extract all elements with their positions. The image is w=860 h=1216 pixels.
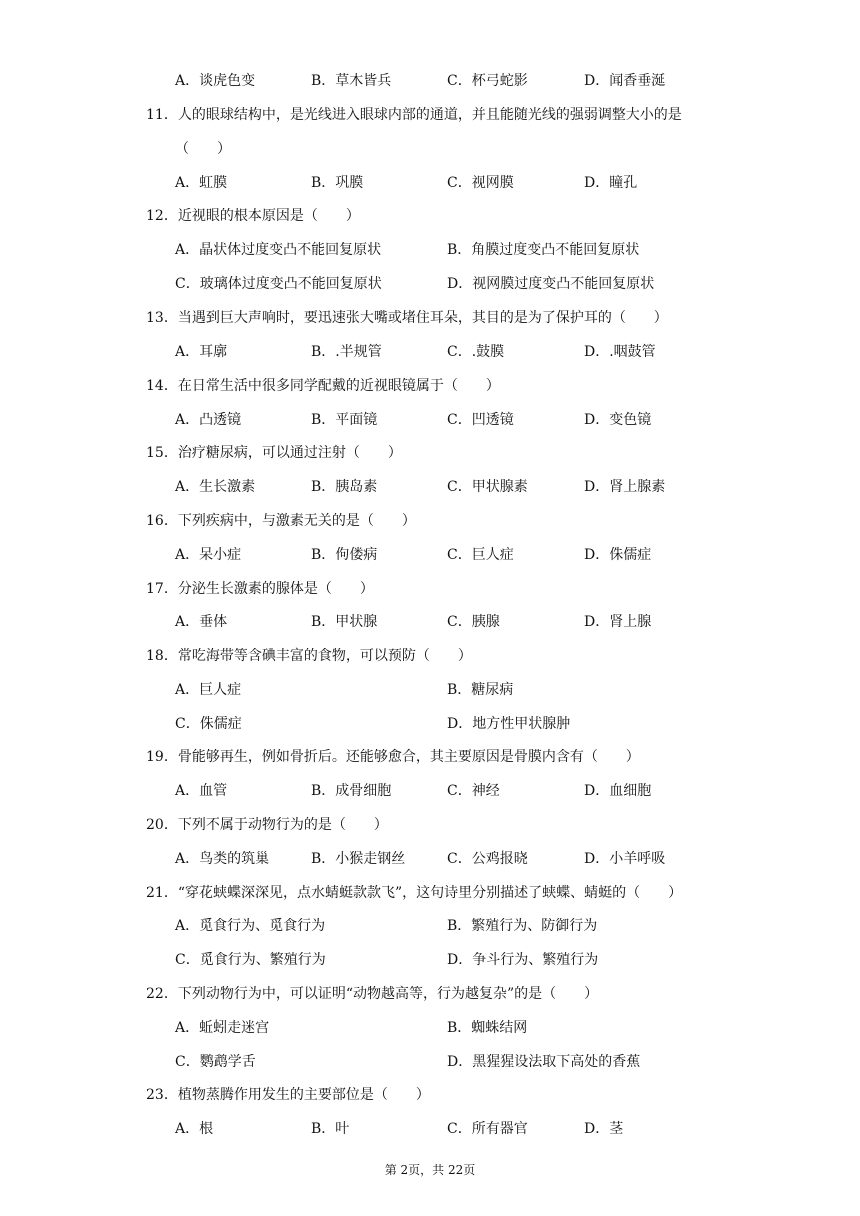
q15-option-d[interactable]: D．肾上腺素 xyxy=(584,479,666,495)
q17-stem: 17．分泌生长激素的腺体是（ ） xyxy=(146,581,374,597)
q11-option-a[interactable]: A．虹膜 xyxy=(175,175,228,191)
q18-option-b[interactable]: B．糖尿病 xyxy=(447,682,514,698)
q13-stem: 13．当遇到巨大声响时，要迅速张大嘴或堵住耳朵，其目的是为了保护耳的（ ） xyxy=(146,310,668,326)
q20-option-a[interactable]: A．鸟类的筑巢 xyxy=(175,851,270,867)
q14-option-a[interactable]: A．凸透镜 xyxy=(175,412,242,428)
q21-option-c[interactable]: C．觅食行为、繁殖行为 xyxy=(175,952,326,968)
q12-option-d[interactable]: D．视网膜过度变凸不能回复原状 xyxy=(447,276,655,292)
q18-option-d[interactable]: D．地方性甲状腺肿 xyxy=(447,716,571,732)
q23-option-b[interactable]: B．叶 xyxy=(311,1121,350,1137)
q16-option-d[interactable]: D．侏儒症 xyxy=(584,547,652,563)
q20-option-d[interactable]: D．小羊呼吸 xyxy=(584,851,666,867)
q19-option-a[interactable]: A．血管 xyxy=(175,783,228,799)
q16-option-a[interactable]: A．呆小症 xyxy=(175,547,242,563)
q11-stem-cont: （ ） xyxy=(175,141,231,157)
q19-option-c[interactable]: C．神经 xyxy=(447,783,500,799)
q22-option-d[interactable]: D．黑猩猩设法取下高处的香蕉 xyxy=(447,1054,641,1070)
q19-stem: 19．骨能够再生，例如骨折后。还能够愈合，其主要原因是骨膜内含有（ ） xyxy=(146,749,640,765)
q23-option-d[interactable]: D．茎 xyxy=(584,1121,624,1137)
q21-option-b[interactable]: B．繁殖行为、防御行为 xyxy=(447,918,598,934)
q22-option-a[interactable]: A．蚯蚓走迷宫 xyxy=(175,1020,270,1036)
q11-option-b[interactable]: B．巩膜 xyxy=(311,175,364,191)
q16-option-b[interactable]: B．佝偻病 xyxy=(311,547,378,563)
q14-option-b[interactable]: B．平面镜 xyxy=(311,412,378,428)
q20-option-b[interactable]: B．小猴走钢丝 xyxy=(311,851,406,867)
q20-option-c[interactable]: C．公鸡报晓 xyxy=(447,851,528,867)
q13-option-a[interactable]: A．耳廓 xyxy=(175,344,228,360)
q23-option-a[interactable]: A．根 xyxy=(175,1121,214,1137)
q13-option-d[interactable]: D．.咽鼓管 xyxy=(584,344,656,360)
q10-option-c[interactable]: C．杯弓蛇影 xyxy=(447,73,528,89)
q13-option-c[interactable]: C．.鼓膜 xyxy=(447,344,505,360)
q19-option-d[interactable]: D．血细胞 xyxy=(584,783,652,799)
q22-stem: 22．下列动物行为中，可以证明“动物越高等，行为越复杂”的是（ ） xyxy=(146,986,599,1002)
q20-stem: 20．下列不属于动物行为的是（ ） xyxy=(146,817,388,833)
q15-stem: 15．治疗糖尿病，可以通过注射（ ） xyxy=(146,445,402,461)
q16-option-c[interactable]: C．巨人症 xyxy=(447,547,514,563)
q18-stem: 18．常吃海带等含碘丰富的食物，可以预防（ ） xyxy=(146,648,472,664)
q21-option-a[interactable]: A．觅食行为、觅食行为 xyxy=(175,918,326,934)
q11-option-d[interactable]: D．瞳孔 xyxy=(584,175,638,191)
q10-option-a[interactable]: A．谈虎色变 xyxy=(175,73,256,89)
q22-option-c[interactable]: C．鹦鹉学舌 xyxy=(175,1054,256,1070)
q14-option-d[interactable]: D．变色镜 xyxy=(584,412,652,428)
q16-stem: 16．下列疾病中，与激素无关的是（ ） xyxy=(146,513,416,529)
q13-option-b[interactable]: B．.半规管 xyxy=(311,344,382,360)
q10-option-b[interactable]: B．草木皆兵 xyxy=(311,73,392,89)
page-footer: 第 2页，共 22页 xyxy=(384,1163,476,1177)
q17-option-b[interactable]: B．甲状腺 xyxy=(311,614,378,630)
q12-option-c[interactable]: C．玻璃体过度变凸不能回复原状 xyxy=(175,276,382,292)
q23-stem: 23．植物蒸腾作用发生的主要部位是（ ） xyxy=(146,1087,430,1103)
q12-option-a[interactable]: A．晶状体过度变凸不能回复原状 xyxy=(175,242,382,258)
q11-stem: 11．人的眼球结构中，是光线进入眼球内部的通道，并且能随光线的强弱调整大小的是 xyxy=(146,107,682,123)
q17-option-a[interactable]: A．垂体 xyxy=(175,614,228,630)
q21-option-d[interactable]: D．争斗行为、繁殖行为 xyxy=(447,952,599,968)
q15-option-b[interactable]: B．胰岛素 xyxy=(311,479,378,495)
q17-option-d[interactable]: D．肾上腺 xyxy=(584,614,652,630)
q15-option-a[interactable]: A．生长激素 xyxy=(175,479,256,495)
q21-stem: 21．“穿花蛱蝶深深见，点水蜻蜓款款飞”，这句诗里分别描述了蛱蝶、蜻蜓的（ ） xyxy=(146,885,683,901)
q23-option-c[interactable]: C．所有器官 xyxy=(447,1121,528,1137)
q19-option-b[interactable]: B．成骨细胞 xyxy=(311,783,392,799)
q15-option-c[interactable]: C．甲状腺素 xyxy=(447,479,528,495)
q14-stem: 14．在日常生活中很多同学配戴的近视眼镜属于（ ） xyxy=(146,378,500,394)
q18-option-a[interactable]: A．巨人症 xyxy=(175,682,242,698)
q12-option-b[interactable]: B．角膜过度变凸不能回复原状 xyxy=(447,242,640,258)
q18-option-c[interactable]: C．侏儒症 xyxy=(175,716,242,732)
q10-option-d[interactable]: D．闻香垂涎 xyxy=(584,73,666,89)
q17-option-c[interactable]: C．胰腺 xyxy=(447,614,500,630)
q11-option-c[interactable]: C．视网膜 xyxy=(447,175,514,191)
q12-stem: 12．近视眼的根本原因是（ ） xyxy=(146,208,360,224)
q22-option-b[interactable]: B．蜘蛛结网 xyxy=(447,1020,528,1036)
q14-option-c[interactable]: C．凹透镜 xyxy=(447,412,514,428)
